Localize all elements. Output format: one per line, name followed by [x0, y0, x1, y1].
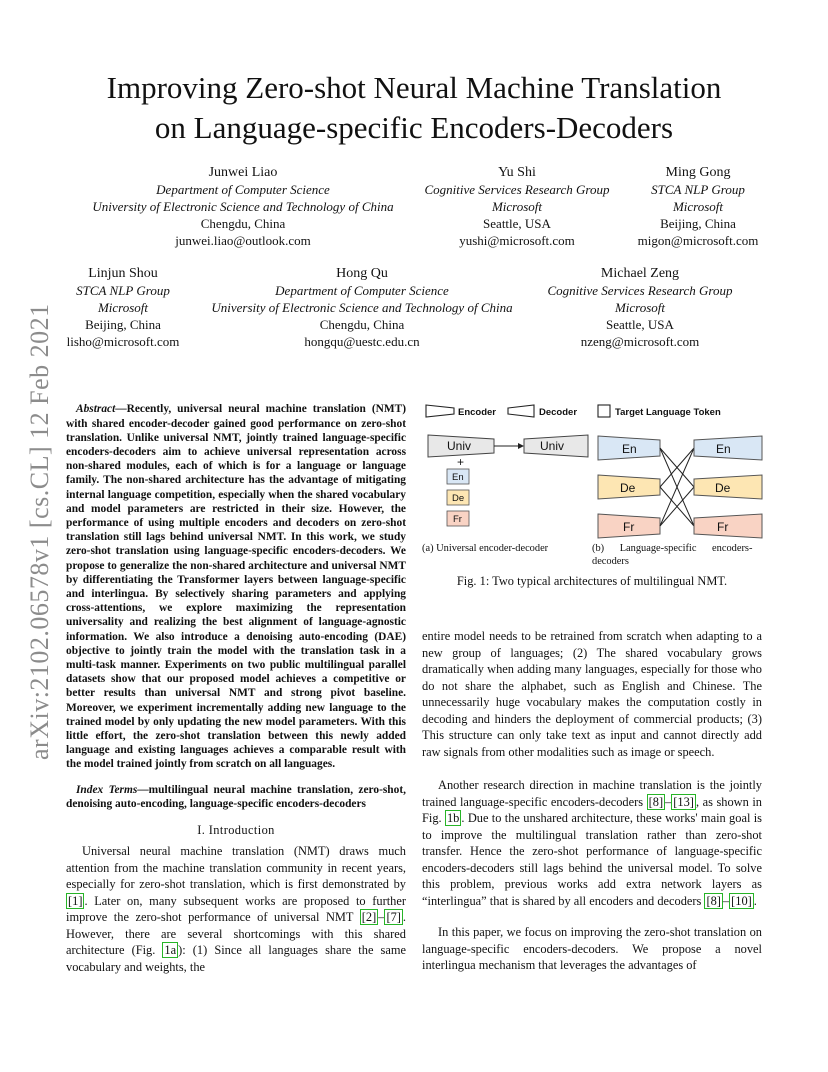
- token-en-label: En: [452, 472, 464, 483]
- author-name: Yu Shi: [498, 165, 536, 180]
- author-name: Hong Qu: [336, 266, 388, 281]
- universal-decoder-label: Univ: [540, 439, 565, 453]
- body-text: –: [665, 794, 672, 809]
- author-city: Chengdu, China: [200, 216, 286, 231]
- right-paragraph-3-text: In this paper, we focus on improving the zero-shot translation on language-specific encoders-decoders. We propose a novel interlingua mechanism that leverages the advantages of: [422, 925, 762, 972]
- author-affiliation: Department of Computer Science: [156, 182, 330, 197]
- paper-title: [60, 68, 768, 148]
- author-email: hongqu@uestc.edu.cn: [304, 334, 420, 349]
- body-text: , as shown in Fig.: [422, 794, 762, 825]
- author-affiliation: Cognitive Services Research Group: [424, 182, 610, 197]
- right-paragraph-1: entire model needs to be retrained from scratch when adapting to a new group of languages; (2) The shared vocabulary grows dramatically when adding many languages, especially for those who do not share the alphabet, such as English and Chinese. The unnecessarily huge vocabulary makes the computation costly in decoding and hinders the deployment of commercial products; (3) This structure can only take text as input and cannot directly add raw signals from other modalities such as image or speech.: [422, 629, 762, 759]
- author-affiliation: STCA NLP Group: [76, 283, 170, 298]
- author-city: Chengdu, China: [319, 317, 405, 332]
- author-email: nzeng@microsoft.com: [580, 334, 700, 349]
- encoder-en-label: En: [622, 442, 637, 456]
- author-affiliation: University of Electronic Science and Technology of China: [92, 199, 394, 214]
- legend-decoder-label: Decoder: [539, 407, 578, 418]
- author-affiliation: Microsoft: [491, 199, 543, 214]
- index-terms-label: Index Terms: [76, 784, 138, 797]
- decoder-fr-label: Fr: [717, 520, 729, 534]
- abstract-body: —Recently, universal neural machine translation (NMT) with shared encoder-decoder gained good performance on zero-shot translation. Unlike universal NMT, jointly trained language-specific encoders-decoders aim to achieve universal representation across non-shared modules, each of which is for a language or language family. The non-shared architecture has the advantage of mitigating internal language competition, especially when the shared vocabulary and model parameters are restricted in their size. However, the performance of using multiple encoders and decoders on zero-shot translation still lags behind universal NMT. In this work, we study zero-shot translation using language-specific encoders-decoders. We propose to generalize the non-shared architecture and universal NMT by differentiating the Transformer layers between language-specific and interlingua. By selectively sharing parameters and applying cross-attentions, we explore maximizing the representation universality and realizing the best alignment of language-agnostic information. We also introduce a denoising auto-encoding (DAE) objective to jointly train the model with the translation task in a multi-task manner. Experiments on two public multilingual parallel datasets show that our proposed model achieves a competitive or better results than universal NMT and strong pivot baseline. Moreover, we experiment incrementally adding new language to the trained model by only updating the new model parameters. With this little effort, the zero-shot translation between this newly added language and existing languages achieves a comparable result with the model trained jointly from scratch on all languages.: [66, 403, 406, 771]
- author-email: migon@microsoft.com: [637, 233, 759, 248]
- author-block-5: [200, 265, 524, 350]
- body-text: .: [753, 893, 757, 908]
- author-block-2: [416, 164, 618, 249]
- author-city: Beijing, China: [85, 317, 161, 332]
- intro-text: –: [378, 910, 385, 924]
- encoder-fr-label: Fr: [623, 520, 635, 534]
- intro-paragraph: [66, 843, 406, 975]
- figure-caption: Fig. 1: Two typical architectures of multilingual NMT.: [456, 574, 728, 588]
- index-terms-body: —multilingual neural machine translation, zero-shot, denoising auto-encoding, language-specific encoders-decoders: [66, 784, 406, 811]
- intro-text: . Later on, many subsequent works are proposed to further improve the zero-shot performance of universal NMT: [66, 893, 406, 924]
- legend-encoder-label: Encoder: [458, 407, 497, 418]
- author-email: lisho@microsoft.com: [66, 334, 180, 349]
- author-block-1: [82, 164, 404, 249]
- token-de-label: De: [452, 493, 465, 504]
- plus-sign: +: [457, 455, 465, 469]
- encoder-legend-icon: [426, 405, 454, 417]
- body-text: . Due to the unshared architecture, these works' main goal is to improve the multilingual translation rather than zero-shot transfer. Hence the zero-shot performance of language-specific encoders-decoders still lags behind the universal model. To solve this problem, previous works add extra network layers as “interlingua” that is shared by all encoders and decoders: [422, 811, 762, 908]
- arxiv-identifier: arXiv:2102.06578v1 [cs.CL] 12 Feb 2021: [25, 303, 54, 760]
- citation-link[interactable]: [10]: [731, 893, 752, 908]
- author-email: yushi@microsoft.com: [459, 233, 575, 248]
- subcaption-b: [592, 542, 762, 568]
- encoder-de-label: De: [620, 481, 636, 495]
- subcaption-b-line-1: (b) Language-specific encoders-: [592, 543, 753, 554]
- subcaption-a: (a) Universal encoder-decoder: [422, 543, 549, 554]
- author-affiliation: STCA NLP Group: [651, 182, 745, 197]
- universal-encoder-label: Univ: [447, 439, 472, 453]
- abstract-label: Abstract: [76, 403, 116, 416]
- author-city: Seattle, USA: [606, 317, 674, 332]
- intro-text: ): (1) Since all languages share the same vocabulary and weights, the: [66, 943, 406, 974]
- citation-link[interactable]: [13]: [673, 794, 694, 809]
- citation-link[interactable]: [2]: [361, 910, 377, 924]
- decoder-en-label: En: [716, 442, 731, 456]
- citation-link[interactable]: [8]: [706, 893, 721, 908]
- author-block-6: [540, 265, 740, 350]
- cross-connections: [660, 448, 694, 526]
- citation-link[interactable]: [7]: [386, 910, 401, 924]
- abstract: [66, 391, 406, 823]
- author-block-3: [630, 164, 766, 249]
- figure-ref-link[interactable]: 1a: [164, 943, 177, 957]
- author-block-4: [62, 265, 184, 350]
- author-email: junwei.liao@outlook.com: [175, 233, 311, 248]
- token-fr-label: Fr: [453, 514, 462, 525]
- right-paragraph-2: [422, 777, 762, 909]
- author-name: Linjun Shou: [88, 266, 158, 281]
- intro-text: . However, there are several shortcomings with this shared architecture (Fig.: [66, 910, 406, 957]
- figure-ref-link[interactable]: 1b: [446, 811, 460, 825]
- author-affiliation: Department of Computer Science: [275, 283, 449, 298]
- author-affiliation: Microsoft: [614, 300, 666, 315]
- author-affiliation: University of Electronic Science and Technology of China: [211, 300, 513, 315]
- author-city: Seattle, USA: [483, 216, 551, 231]
- legend-token-label: Target Language Token: [615, 407, 721, 418]
- decoder-legend-icon: [508, 405, 534, 417]
- subcaption-b-line-2: decoders: [592, 556, 629, 567]
- author-affiliation: Cognitive Services Research Group: [547, 283, 733, 298]
- section-heading: I. Introduction: [197, 823, 275, 837]
- decoder-de-label: De: [715, 481, 731, 495]
- title-line-1: Improving Zero-shot Neural Machine Translation: [106, 70, 722, 105]
- right-paragraph-3: [422, 924, 762, 974]
- author-city: Beijing, China: [660, 216, 736, 231]
- body-text: Another research direction in machine translation is the jointly trained language-specific encoders-decoders: [422, 778, 762, 809]
- citation-link[interactable]: [8]: [648, 794, 664, 809]
- body-text: –: [722, 893, 730, 908]
- intro-text: Universal neural machine translation (NMT) draws much attention from the machine translation community in recent years, especially for zero-shot translation, which is first demonstrated by: [66, 844, 406, 891]
- author-affiliation: Microsoft: [672, 199, 724, 214]
- author-affiliation: Microsoft: [97, 300, 149, 315]
- title-line-2: on Language-specific Encoders-Decoders: [154, 110, 674, 145]
- arrow-head-icon: [518, 443, 524, 449]
- author-name: Michael Zeng: [600, 266, 680, 281]
- author-name: Ming Gong: [665, 165, 731, 180]
- token-legend-icon: [598, 405, 610, 417]
- author-name: Junwei Liao: [208, 165, 278, 180]
- citation-link[interactable]: [1]: [68, 893, 83, 908]
